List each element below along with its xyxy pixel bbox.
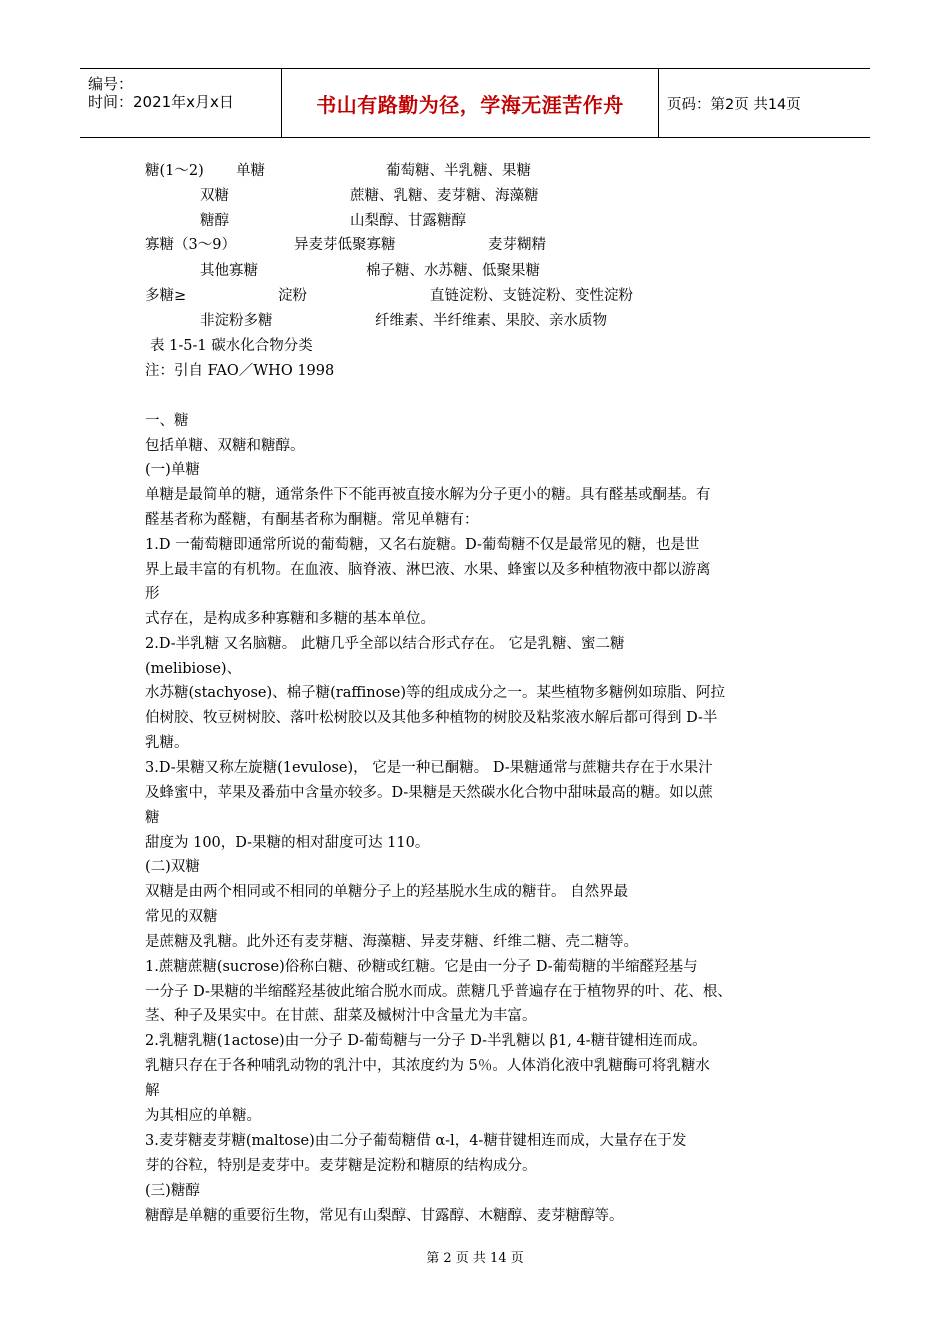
text-line: 水苏糖(stachyose)、棉子糖(raffinose)等的组成成分之一。某些植物多糖例如琼脂、阿拉 (145, 685, 726, 701)
text-line: 甜度为 100，D-果糖的相对甜度可达 110。 (145, 835, 430, 851)
header-right-cell (659, 69, 870, 137)
text-line: 糖醇是单糖的重要衍生物，常见有山梨醇、甘露醇、木糖醇、麦芽糖醇等。 (145, 1208, 624, 1224)
text-line: 包括单糖、双糖和糖醇。 (145, 438, 305, 454)
header-left-cell (80, 69, 282, 137)
table-row-4-c2: 异麦芽低聚寡糖 (294, 237, 396, 253)
table-row-2-c2: 双糖 (200, 188, 229, 204)
header-motto: 书山有路勤为径，学海无涯苦作舟 (316, 92, 624, 117)
text-line: 为其相应的单糖。 (145, 1108, 261, 1124)
text-line: 常见的双糖 (145, 909, 218, 925)
table-row-6-c3: 直链淀粉、支链淀粉、变性淀粉 (430, 288, 633, 304)
text-line: 2.乳糖乳糖(1actose)由一分子 D-葡萄糖与一分子 D-半乳糖以 β1, 4-糖苷键相连而成。 (145, 1033, 707, 1049)
table-row-2-c3: 蔗糖、乳糖、麦芽糖、海藻糖 (350, 188, 539, 204)
table-row-4-c1: 寡糖（3～9） (145, 237, 236, 253)
text-line: 解 (145, 1083, 160, 1099)
text-line: 双糖是由两个相同或不相同的单糖分子上的羟基脱水生成的糖苷。 自然界最 (145, 884, 629, 900)
table-row-6-c2: 淀粉 (278, 288, 307, 304)
text-line: (二)双糖 (145, 859, 200, 875)
text-line: (melibiose)、 (145, 661, 242, 677)
text-line: 一、糖 (145, 413, 189, 429)
text-line: 及蜂蜜中，苹果及番茄中含量亦较多。D-果糖是天然碳水化合物中甜味最高的糖。如以蔗 (145, 785, 713, 801)
text-line: 界上最丰富的有机物。在血液、脑脊液、淋巴液、水果、蜂蜜以及多种植物液中都以游离 (145, 562, 711, 578)
header-page-label: 页码：第2页 共14页 (667, 96, 801, 113)
table-note: 注：引自 FAO／WHO 1998 (145, 363, 335, 379)
text-line: 醛基者称为醛糖，有酮基者称为酮糖。常见单糖有： (145, 512, 479, 528)
table-row-5-c2: 其他寡糖 (200, 263, 258, 279)
text-line: 茎、种子及果实中。在甘蔗、甜菜及槭树汁中含量尤为丰富。 (145, 1008, 537, 1024)
table-row-1-c1: 糖(1～2) (145, 163, 204, 179)
table-row-4-c3: 麦芽糊精 (488, 237, 546, 253)
table-caption: 表 1-5-1 碳水化合物分类 (150, 338, 313, 354)
text-line: (一)单糖 (145, 462, 200, 478)
text-line: 3.D-果糖又称左旋糖(1evulose)， 它是一种已酮糖。 D-果糖通常与蔗糖共存在于水果汁 (145, 760, 713, 776)
text-line: (三)糖醇 (145, 1183, 200, 1199)
text-line: 单糖是最简单的糖，通常条件下不能再被直接水解为分子更小的糖。具有醛基或酮基。有 (145, 487, 711, 503)
page-footer: 第 2 页 共 14 页 (426, 1251, 524, 1266)
table-row-6-c1: 多糖≥ (145, 288, 187, 304)
table-row-1-c2: 单糖 (236, 163, 265, 179)
text-line: 芽的谷粒，特别是麦芽中。麦芽糖是淀粉和糖原的结构成分。 (145, 1158, 537, 1174)
header-time-label: 时间：2021年x月x日 (88, 93, 234, 111)
text-line: 1.D 一葡萄糖即通常所说的葡萄糖，又名右旋糖。D-葡萄糖不仅是最常见的糖，也是世 (145, 537, 700, 553)
table-row-3-c2: 糖醇 (200, 213, 229, 229)
text-line: 糖 (145, 810, 160, 826)
table-row-7-c3: 纤维素、半纤维素、果胶、亲水质物 (375, 313, 607, 329)
header-middle-cell (282, 69, 659, 137)
text-line: 伯树胶、牧豆树树胶、落叶松树胶以及其他多种植物的树胶及粘浆液水解后都可得到 D-半 (145, 710, 718, 726)
text-line: 形 (145, 586, 160, 602)
text-line: 1.蔗糖蔗糖(sucrose)俗称白糖、砂糖或红糖。它是由一分子 D-葡萄糖的半缩醛羟基与 (145, 959, 698, 975)
text-line: 乳糖。 (145, 735, 189, 751)
table-row-3-c3: 山梨醇、甘露糖醇 (350, 213, 466, 229)
header-number-label: 编号： (88, 75, 134, 93)
text-line: 2.D-半乳糖 又名脑糖。 此糖几乎全部以结合形式存在。 它是乳糖、蜜二糖 (145, 636, 625, 652)
page-header (80, 68, 870, 138)
text-line: 一分子 D-果糖的半缩醛羟基彼此缩合脱水而成。蔗糖几乎普遍存在于植物界的叶、花、根、 (145, 984, 732, 1000)
table-row-7-c2: 非淀粉多糖 (200, 313, 273, 329)
table-row-1-c3: 葡萄糖、半乳糖、果糖 (386, 163, 531, 179)
text-line: 是蔗糖及乳糖。此外还有麦芽糖、海藻糖、异麦芽糖、纤维二糖、壳二糖等。 (145, 934, 638, 950)
table-row-5-c3: 棉子糖、水苏糖、低聚果糖 (366, 263, 540, 279)
text-line: 3.麦芽糖麦芽糖(maltose)由二分子葡萄糖借 α-l，4-糖苷键相连而成，大量存在于发 (145, 1133, 687, 1149)
text-line: 式存在，是构成多种寡糖和多糖的基本单位。 (145, 611, 435, 627)
text-line: 乳糖只存在于各种哺乳动物的乳汁中，其浓度约为 5％。人体消化液中乳糖酶可将乳糖水 (145, 1058, 710, 1074)
